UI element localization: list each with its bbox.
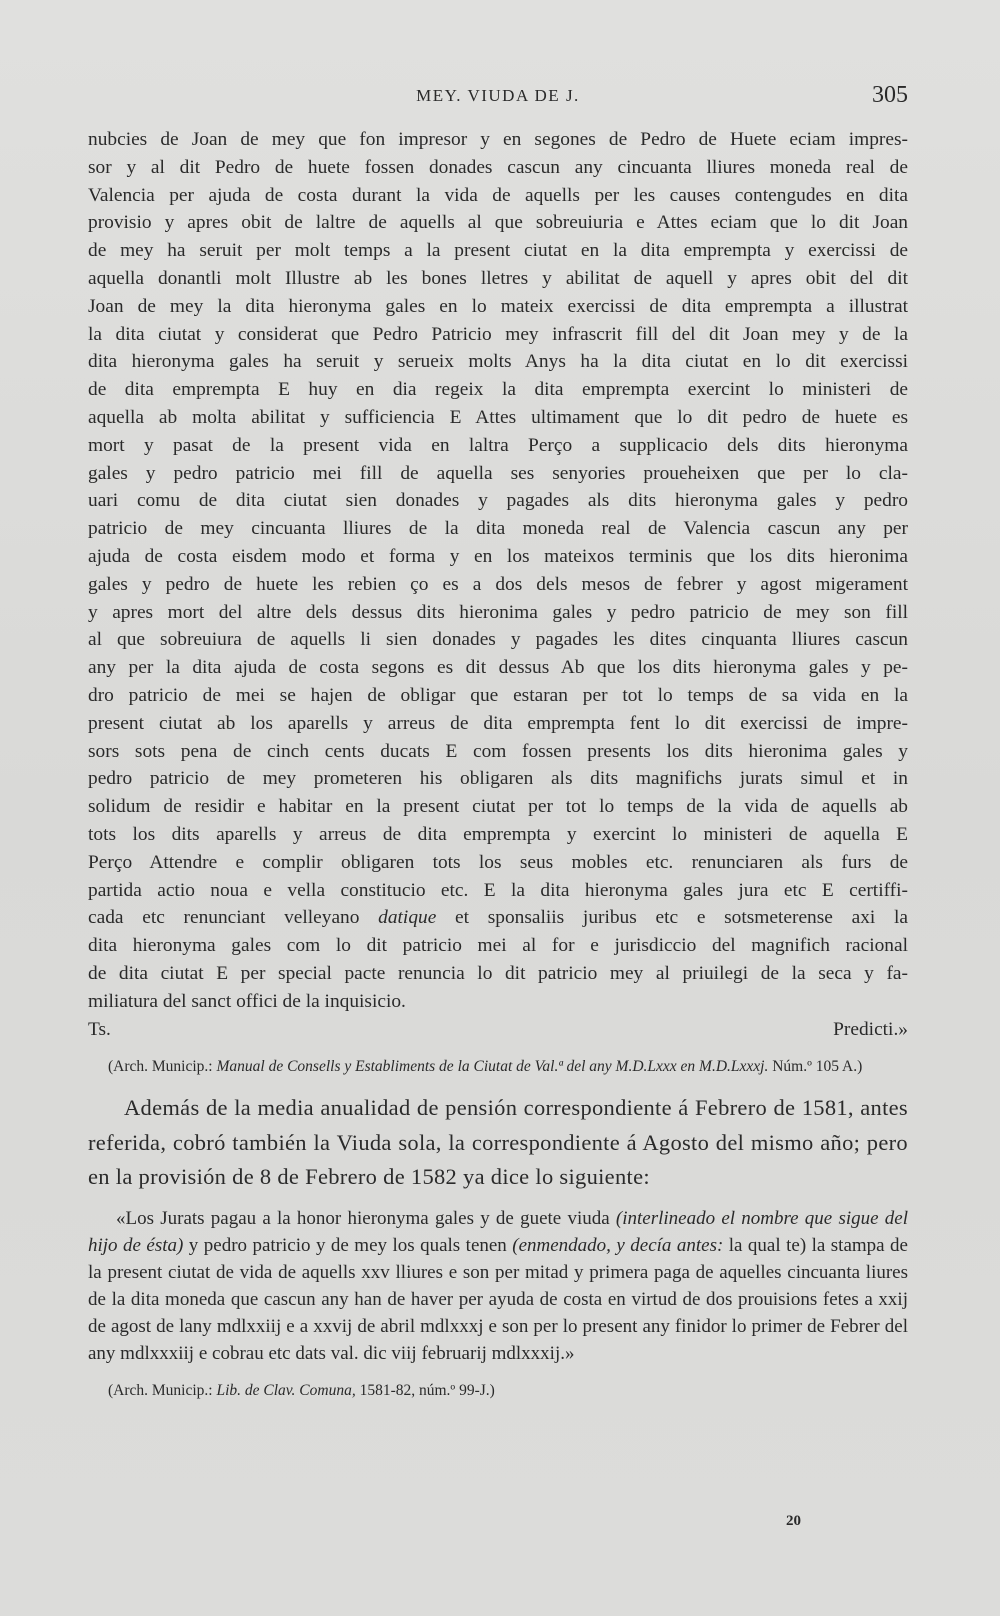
line-text: et sponsaliis juribus etc e sotsmeterense axi la bbox=[436, 907, 908, 929]
quote-segment: y pedro patricio y de mey los quals tenen bbox=[183, 1234, 513, 1256]
document-line: tots los dits aparells y arreus de dita emprempta y exercint lo ministeri de aquella E bbox=[88, 823, 908, 845]
document-line: uari comu de dita ciutat sien donades y pagades als dits hieronyma gales y pedro bbox=[88, 490, 908, 512]
citation-suffix: Núm.º 105 A.) bbox=[768, 1058, 863, 1076]
document-line: patricio de mey cincuanta lliures de la dita moneda real de Valencia cascun any per bbox=[88, 518, 908, 540]
document-line: gales y pedro de huete les rebien ço es a dos dels mesos de febrer y agost migerament bbox=[88, 573, 908, 595]
quote-annotation: (interlineado el nombre que sigue del hijo de ésta) bbox=[88, 1207, 908, 1256]
document-line: al que sobreuiura de aquells li sien donades y pagades les dites cinquanta lliures cascun bbox=[88, 629, 908, 651]
archive-citation bbox=[108, 1055, 908, 1079]
quote-segment: «Los Jurats pagau a la honor hieronyma gales y de guete viuda bbox=[116, 1207, 616, 1229]
document-line: Joan de mey la dita hieronyma gales en lo mateix exercissi de dita emprempta a illustrat bbox=[88, 295, 908, 317]
witnesses-line: Ts. Predicti.» bbox=[88, 1018, 908, 1040]
document-line: de dita ciutat E per special pacte renuncia lo dit patricio mey al priuilegi de la seca y fa- bbox=[88, 962, 908, 984]
document-line-last: miliatura del sanct offici de la inquisicio. bbox=[88, 990, 406, 1012]
document-line: provisio y apres obit de laltre de aquells al que sobreuiuria e Attes eciam que lo dit Joan bbox=[88, 212, 908, 234]
document-line: pedro patricio de mey prometeren his obligaren als dits magnifichs jurats simul et in bbox=[88, 768, 908, 790]
document-line: sors sots pena de cinch cents ducats E com fossen presents los dits hieronima gales y bbox=[88, 740, 908, 762]
line-text: cada etc renunciant velleyano bbox=[88, 907, 379, 929]
citation-title: Lib. de Clav. Comuna, bbox=[216, 1381, 356, 1399]
document-line: present ciutat ab los aparells y arreus de dita emprempta fent lo dit exercissi de impre- bbox=[88, 712, 908, 734]
document-line: la dita ciutat y considerat que Pedro Patricio mey infrascrit fill del dit Joan mey y de la bbox=[88, 323, 908, 345]
narrative-text: Además de la media anualidad de pensión correspondiente á Febrero de 1581, antes referida, cobró también la Viuda sola, la correspondiente á Agosto del mismo año; pero en la provisión de 8 de Febrero de 1582 ya dice lo siguiente: bbox=[88, 1095, 908, 1190]
document-line: Valencia per ajuda de costa durant la vida de aquells per les causes contengudes en dita bbox=[88, 184, 908, 206]
document-line: dita hieronyma gales ha seruit y serueix molts Anys ha la dita ciutat en lo dit exercissi bbox=[88, 351, 908, 373]
document-line: mort y pasat de la present vida en laltra Perço a supplicacio dels dits hieronyma bbox=[88, 434, 908, 456]
document-line: dro patricio de mei se hajen de obligar que estaran per tot lo temps de sa vida en la bbox=[88, 684, 908, 706]
archive-citation-2 bbox=[108, 1379, 908, 1403]
quote-annotation: (enmendado, y decía antes: bbox=[512, 1234, 724, 1256]
quoted-provision bbox=[88, 1205, 908, 1367]
document-line: nubcies de Joan de mey que fon impresor y en segones de Pedro de Huete eciam impres- bbox=[88, 129, 908, 150]
document-line: aquella ab molta abilitat y sufficiencia E Attes ultimament que lo dit pedro de huete es bbox=[88, 406, 908, 428]
page-number: 305 bbox=[872, 82, 908, 108]
quote-segment: la qual te) la stampa de la present ciutat de vida de aquells xxv lliures e son per mitad y primera paga de aquelles cincuanta liures de la dita moneda que cascun any han de haver per ayuda de costa en virtud de dos prouisions fetes a xxij de agost de lany mdlxxiij e a xxvij de abril mdlxxxj e son per lo present any finidor lo primer de Febrer del any mdlxxxiij e cobrau etc dats val. dic viij februarij mdlxxxij.» bbox=[88, 1234, 908, 1364]
document-line: de dita emprempta E huy en dia regeix la dita emprempta exercint lo ministeri de bbox=[88, 379, 908, 401]
quote-text bbox=[88, 1205, 908, 1367]
document-line: de mey ha seruit per molt temps a la present ciutat en la dita emprempta y exercissi de bbox=[88, 240, 908, 262]
document-line: gales y pedro patricio mei fill de aquella ses senyories proueheixen que per lo cla- bbox=[88, 462, 908, 484]
citation-prefix: (Arch. Municip.: bbox=[108, 1381, 217, 1399]
document-line: y apres mort del altre dels dessus dits hieronima gales y pedro patricio de mey son fill bbox=[88, 601, 908, 623]
running-head: MEY. VIUDA DE J. bbox=[416, 86, 580, 105]
signature-mark: 20 bbox=[786, 1513, 801, 1529]
document-line: any per la dita ajuda de costa segons es dit dessus Ab que los dits hieronyma gales y pe- bbox=[88, 657, 908, 679]
page-header bbox=[88, 82, 908, 116]
citation-prefix: (Arch. Municip.: bbox=[108, 1058, 217, 1076]
citation-suffix: 1581-82, núm.º 99-J.) bbox=[355, 1381, 495, 1399]
citation-title: Manual de Consells y Establiments de la Ciutat de Val.ª del any M.D.Lxxx en M.D.Lxxxj. bbox=[216, 1058, 769, 1076]
document-line: sor y al dit Pedro de huete fossen donades cascun any cincuanta lliures moneda real de bbox=[88, 156, 908, 178]
document-line: ajuda de costa eisdem modo et forma y en los mateixos terminis que los dits hieronima bbox=[88, 545, 908, 567]
italic-word: datique bbox=[378, 907, 437, 929]
document-line: dita hieronyma gales com lo dit patricio mei al for e jurisdiccio del magnifich racional bbox=[88, 935, 908, 957]
document-line: solidum de residir e habitar en la present ciutat per tot lo temps de la vida de aquells ab bbox=[88, 796, 908, 818]
document-line-with-italic bbox=[88, 904, 908, 932]
document-line: aquella donantli molt Illustre ab les bones lletres y abilitat de aquell y apres obit del dit bbox=[88, 267, 908, 289]
document-line: partida actio noua e vella constitucio etc. E la dita hieronyma gales jura etc E certiffi- bbox=[88, 879, 908, 901]
page-body bbox=[88, 126, 908, 1403]
document-transcription bbox=[88, 126, 908, 1043]
narrative-paragraph bbox=[88, 1091, 908, 1195]
document-line: Perço Attendre e complir obligaren tots los seus mobles etc. renunciaren als furs de bbox=[88, 851, 908, 873]
